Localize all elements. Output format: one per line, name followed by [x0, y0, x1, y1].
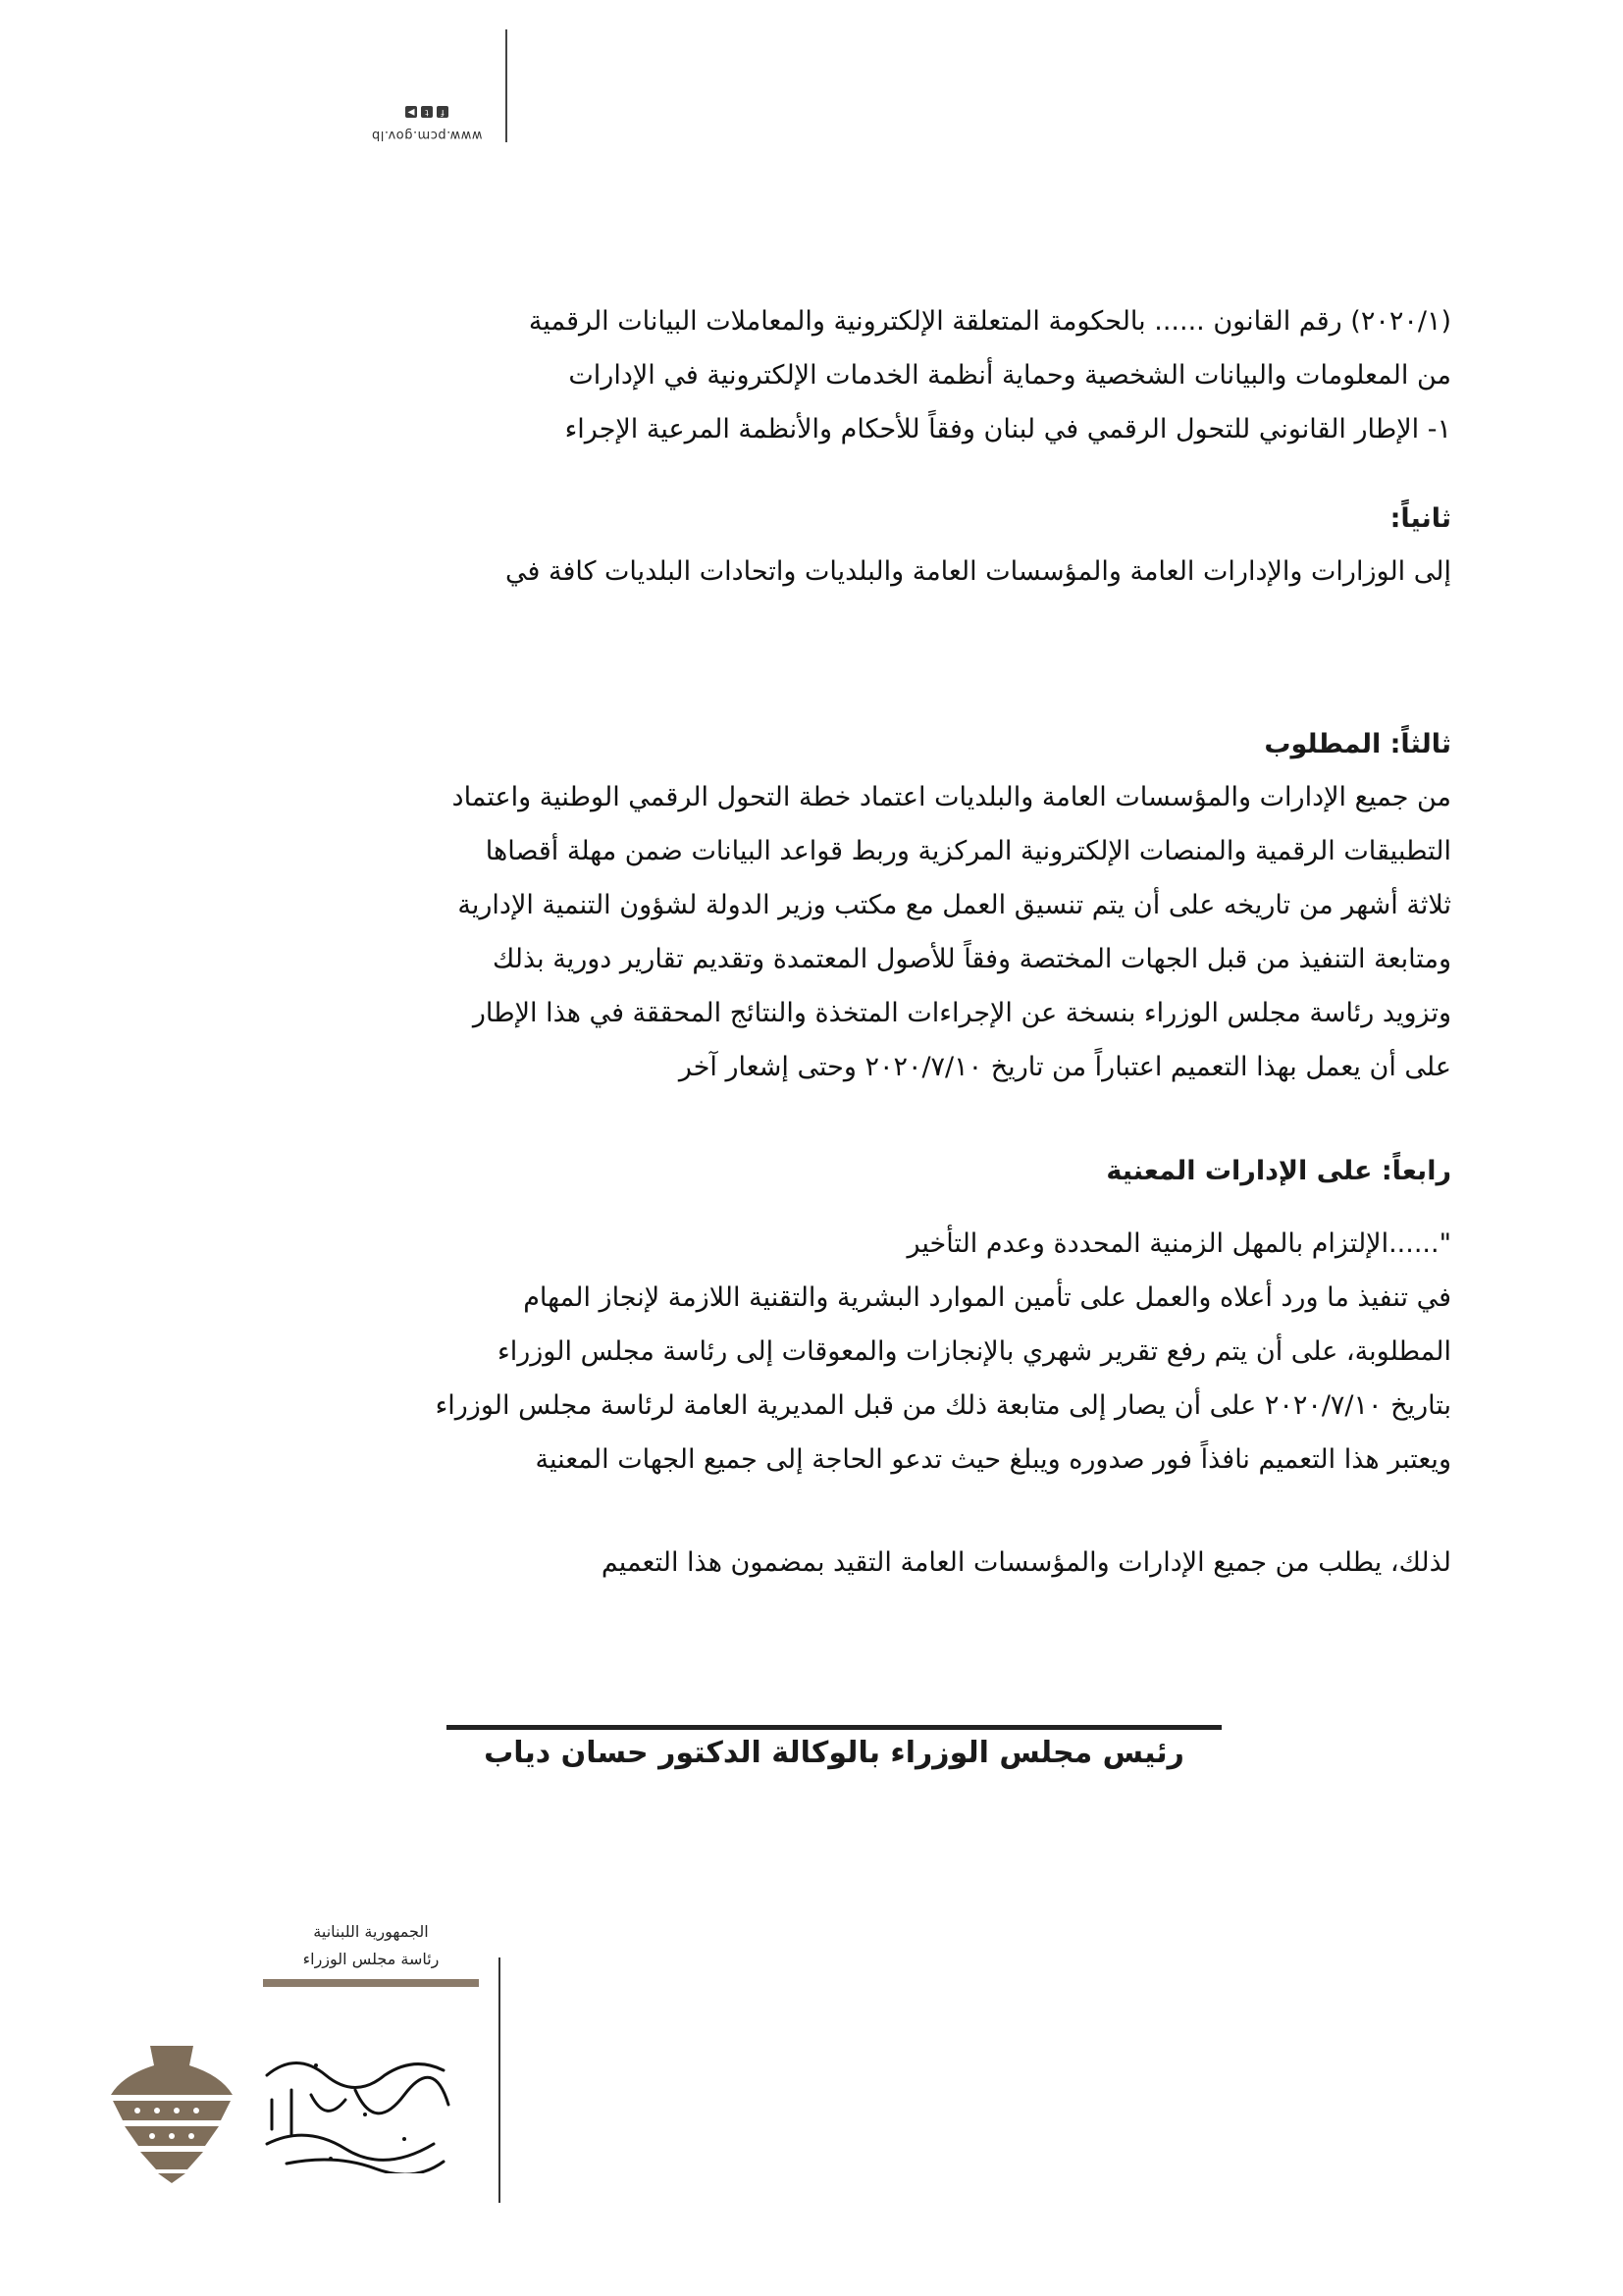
seal-line-presidency: رئاسة مجلس الوزراء [302, 1950, 440, 1968]
paragraph-line: بتاريخ ٢٠٢٠/٧/١٠ على أن يصار إلى متابعة ذلك من قبل المديرية العامة لرئاسة مجلس الوزراء [435, 1390, 1451, 1421]
paragraph-line: لذلك، يطلب من جميع الإدارات والمؤسسات العامة التقيد بمضمون هذا التعميم [601, 1547, 1451, 1578]
paragraph-line: وتزويد رئاسة مجلس الوزراء بنسخة عن الإجراءات المتخذة والنتائج المحققة في هذا الإطار [472, 998, 1451, 1028]
seal-divider [498, 1957, 500, 2203]
website-url[interactable]: www.pcm.gov.lb [371, 128, 483, 142]
paragraph-line: في تنفيذ ما ورد أعلاه والعمل على تأمين الموارد البشرية والتقنية اللازمة لإنجاز المهام [523, 1282, 1451, 1313]
paragraph-line: المطلوبة، على أن يتم رفع تقرير شهري بالإنجازات والمعوقات إلى رئاسة مجلس الوزراء [497, 1336, 1451, 1367]
paragraph-line: إلى الوزارات والإدارات العامة والمؤسسات العامة والبلديات واتحادات البلديات كافة في [504, 556, 1451, 587]
section-heading-third: ثالثاً: المطلوب [1264, 729, 1451, 759]
second-paragraph [185, 545, 1451, 599]
section-heading-second: ثانياً: [1389, 503, 1451, 534]
paragraph-line: على أن يعمل بهذا التعميم اعتباراً من تاريخ ٢٠٢٠/٧/١٠ وحتى إشعار آخر [678, 1052, 1451, 1082]
header-contact [348, 49, 505, 142]
facebook-icon[interactable]: f [437, 106, 448, 118]
paragraph-line: ويعتبر هذا التعميم نافذاً فور صدوره ويبلغ حيث تدعو الحاجة إلى جميع الجهات المعنية [535, 1444, 1451, 1475]
social-icons [348, 106, 505, 118]
seal-text [253, 1918, 489, 1993]
paragraph-line: (٢٠٢٠/١) رقم القانون ...... بالحكومة المتعلقة الإلكترونية والمعاملات البيانات الرقمية [528, 306, 1451, 337]
paragraph-line: من المعلومات والبيانات الشخصية وحماية أنظمة الخدمات الإلكترونية في الإدارات [568, 360, 1451, 391]
signature-calligraphy-icon [257, 2046, 453, 2173]
section-heading-fourth: رابعاً: على الإدارات المعنية [1106, 1156, 1451, 1186]
emblem-icon [103, 2036, 240, 2183]
paragraph-line: ١- الإطار القانوني للتحول الرقمي في لبنان وفقاً للأحكام والأنظمة المرعية الإجراء [564, 414, 1451, 444]
third-paragraph [185, 770, 1451, 1094]
paragraph-line: التطبيقات الرقمية والمنصات الإلكترونية المركزية وربط قواعد البيانات ضمن مهلة أقصاها [485, 836, 1451, 866]
header-divider [505, 29, 507, 142]
twitter-icon[interactable]: t [421, 106, 433, 118]
paragraph-line: من جميع الإدارات والمؤسسات العامة والبلديات اعتماد خطة التحول الرقمي الوطنية واعتماد [451, 782, 1451, 812]
intro-paragraph [185, 294, 1451, 456]
paragraph-line: ومتابعة التنفيذ من قبل الجهات المختصة وفقاً للأصول المعتمدة وتقديم تقارير دورية بذلك [492, 944, 1451, 974]
seal-line-republic: الجمهورية اللبنانية [313, 1922, 429, 1941]
signature-title: رئيس مجلس الوزراء بالوكالة الدكتور حسان دياب [484, 1736, 1184, 1770]
seal-bar [263, 1979, 479, 1987]
paragraph-line: ثلاثة أشهر من تاريخه على أن يتم تنسيق العمل مع مكتب وزير الدولة لشؤون التنمية الإدارية [457, 890, 1451, 920]
closing-paragraph [185, 1536, 1451, 1590]
paragraph-line: "......الإلتزام بالمهل الزمنية المحددة وعدم التأخير [907, 1228, 1451, 1259]
youtube-icon[interactable]: ▶ [405, 106, 417, 118]
quoted-paragraph [185, 1217, 1451, 1487]
